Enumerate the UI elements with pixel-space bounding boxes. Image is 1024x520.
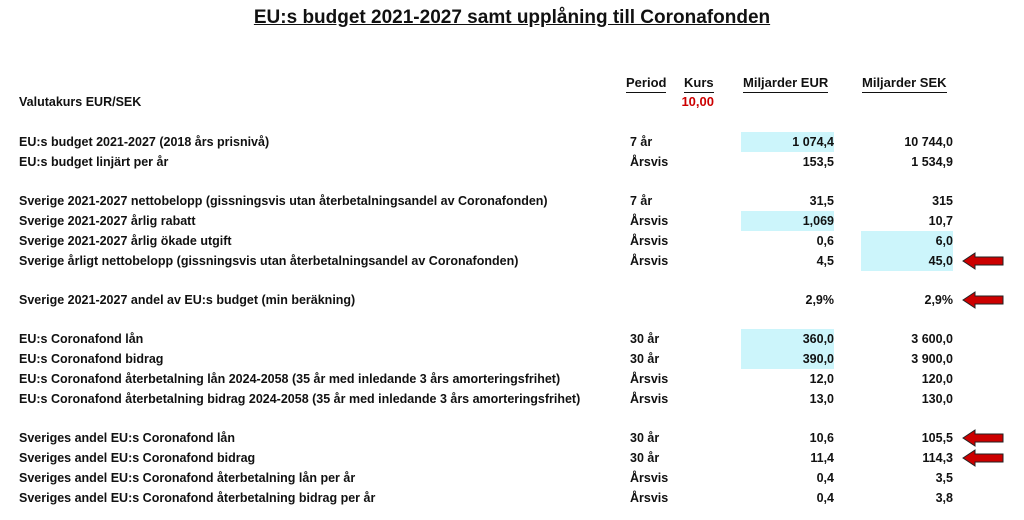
table-row [0, 428, 1024, 448]
page-title [0, 7, 1024, 29]
row-period: 7 år [630, 194, 653, 208]
row-period: Årsvis [630, 214, 669, 228]
row-sek-value: 6,0 [861, 231, 953, 251]
row-eur-value: 153,5 [802, 155, 834, 169]
row-label: EU:s Coronafond lån [19, 332, 144, 346]
row-label: EU:s Coronafond återbetalning bidrag 2024-2058 (35 år med inledande 3 års amorteringsfrihet) [19, 392, 581, 406]
table-row [0, 389, 1024, 409]
row-eur-value: 0,4 [816, 491, 834, 505]
left-arrow-icon [962, 449, 1004, 467]
row-label: Sverige 2021-2027 årlig ökade utgift [19, 234, 232, 248]
exchange-rate-row [0, 92, 1024, 112]
row-eur-value: 11,4 [810, 451, 834, 465]
header-kurs: Kurs [684, 75, 714, 93]
row-sek-value: 2,9% [924, 293, 953, 307]
row-sek-value: 10,7 [928, 214, 953, 228]
row-eur-value: 390,0 [741, 349, 834, 369]
table-row [0, 231, 1024, 251]
table-row [0, 132, 1024, 152]
row-sek-value: 45,0 [861, 251, 953, 271]
row-eur-value: 13,0 [809, 392, 834, 406]
table-row [0, 488, 1024, 508]
row-label: Sverige 2021-2027 årlig rabatt [19, 214, 196, 228]
row-period: Årsvis [630, 491, 669, 505]
row-period: 30 år [630, 451, 660, 465]
table-row [0, 211, 1024, 231]
row-label: EU:s budget 2021-2027 (2018 års prisnivå) [19, 135, 270, 149]
table-row [0, 329, 1024, 349]
row-label: Sverige 2021-2027 nettobelopp (gissningsvis utan återbetalningsandel av Coronafonden) [19, 194, 548, 208]
row-sek-value: 3 900,0 [911, 352, 953, 366]
table-row [0, 152, 1024, 172]
row-eur-value: 0,4 [816, 471, 834, 485]
table-row [0, 468, 1024, 488]
row-period: 7 år [630, 135, 653, 149]
row-label: EU:s budget linjärt per år [19, 155, 169, 169]
row-period: Årsvis [630, 471, 669, 485]
row-sek-value: 3,5 [935, 471, 953, 485]
table-row [0, 349, 1024, 369]
row-period: 30 år [630, 352, 660, 366]
left-arrow-icon [962, 252, 1004, 270]
row-eur-value: 31,5 [809, 194, 834, 208]
row-eur-value: 1,069 [741, 211, 834, 231]
row-label: Sveriges andel EU:s Coronafond återbetalning lån per år [19, 471, 356, 485]
left-arrow-icon [962, 429, 1004, 447]
row-eur-value: 1 074,4 [741, 132, 834, 152]
row-sek-value: 130,0 [921, 392, 953, 406]
row-period: Årsvis [630, 234, 669, 248]
row-sek-value: 1 534,9 [911, 155, 953, 169]
table-row [0, 290, 1024, 310]
row-label: EU:s Coronafond bidrag [19, 352, 164, 366]
table-row [0, 448, 1024, 468]
row-period: Årsvis [630, 392, 669, 406]
row-period: 30 år [630, 332, 660, 346]
row-sek-value: 120,0 [921, 372, 953, 386]
row-period: Årsvis [630, 372, 669, 386]
row-eur-value: 4,5 [816, 254, 834, 268]
table-row [0, 191, 1024, 211]
row-sek-value: 105,5 [921, 431, 953, 445]
row-label: Sveriges andel EU:s Coronafond återbetalning bidrag per år [19, 491, 376, 505]
row-label: Sverige 2021-2027 andel av EU:s budget (min beräkning) [19, 293, 356, 307]
row-sek-value: 10 744,0 [904, 135, 953, 149]
row-eur-value: 360,0 [741, 329, 834, 349]
table-row [0, 369, 1024, 389]
row-period: Årsvis [630, 155, 669, 169]
row-eur-value: 12,0 [809, 372, 834, 386]
header-sek: Miljarder SEK [862, 75, 947, 93]
row-eur-value: 0,6 [816, 234, 834, 248]
header-eur: Miljarder EUR [743, 75, 828, 93]
row-label: Sveriges andel EU:s Coronafond lån [19, 431, 236, 445]
row-eur-value: 10,6 [809, 431, 834, 445]
left-arrow-icon [962, 291, 1004, 309]
row-label: EU:s Coronafond återbetalning lån 2024-2058 (35 år med inledande 3 års amorteringsfrihet) [19, 372, 561, 386]
table-row [0, 251, 1024, 271]
row-sek-value: 315 [932, 194, 953, 208]
exchange-rate-label: Valutakurs EUR/SEK [19, 95, 142, 109]
header-period: Period [626, 75, 666, 93]
row-period: 30 år [630, 431, 660, 445]
row-label: Sveriges andel EU:s Coronafond bidrag [19, 451, 256, 465]
row-sek-value: 3,8 [935, 491, 953, 505]
row-sek-value: 114,3 [922, 451, 953, 465]
page-title-text: EU:s budget 2021-2027 samt upplåning till Coronafonden [253, 7, 771, 28]
row-label: Sverige årligt nettobelopp (gissningsvis utan återbetalningsandel av Coronafonden) [19, 254, 519, 268]
row-sek-value: 3 600,0 [911, 332, 953, 346]
exchange-rate-value: 10,00 [681, 94, 714, 109]
row-period: Årsvis [630, 254, 669, 268]
row-eur-value: 2,9% [805, 293, 834, 307]
